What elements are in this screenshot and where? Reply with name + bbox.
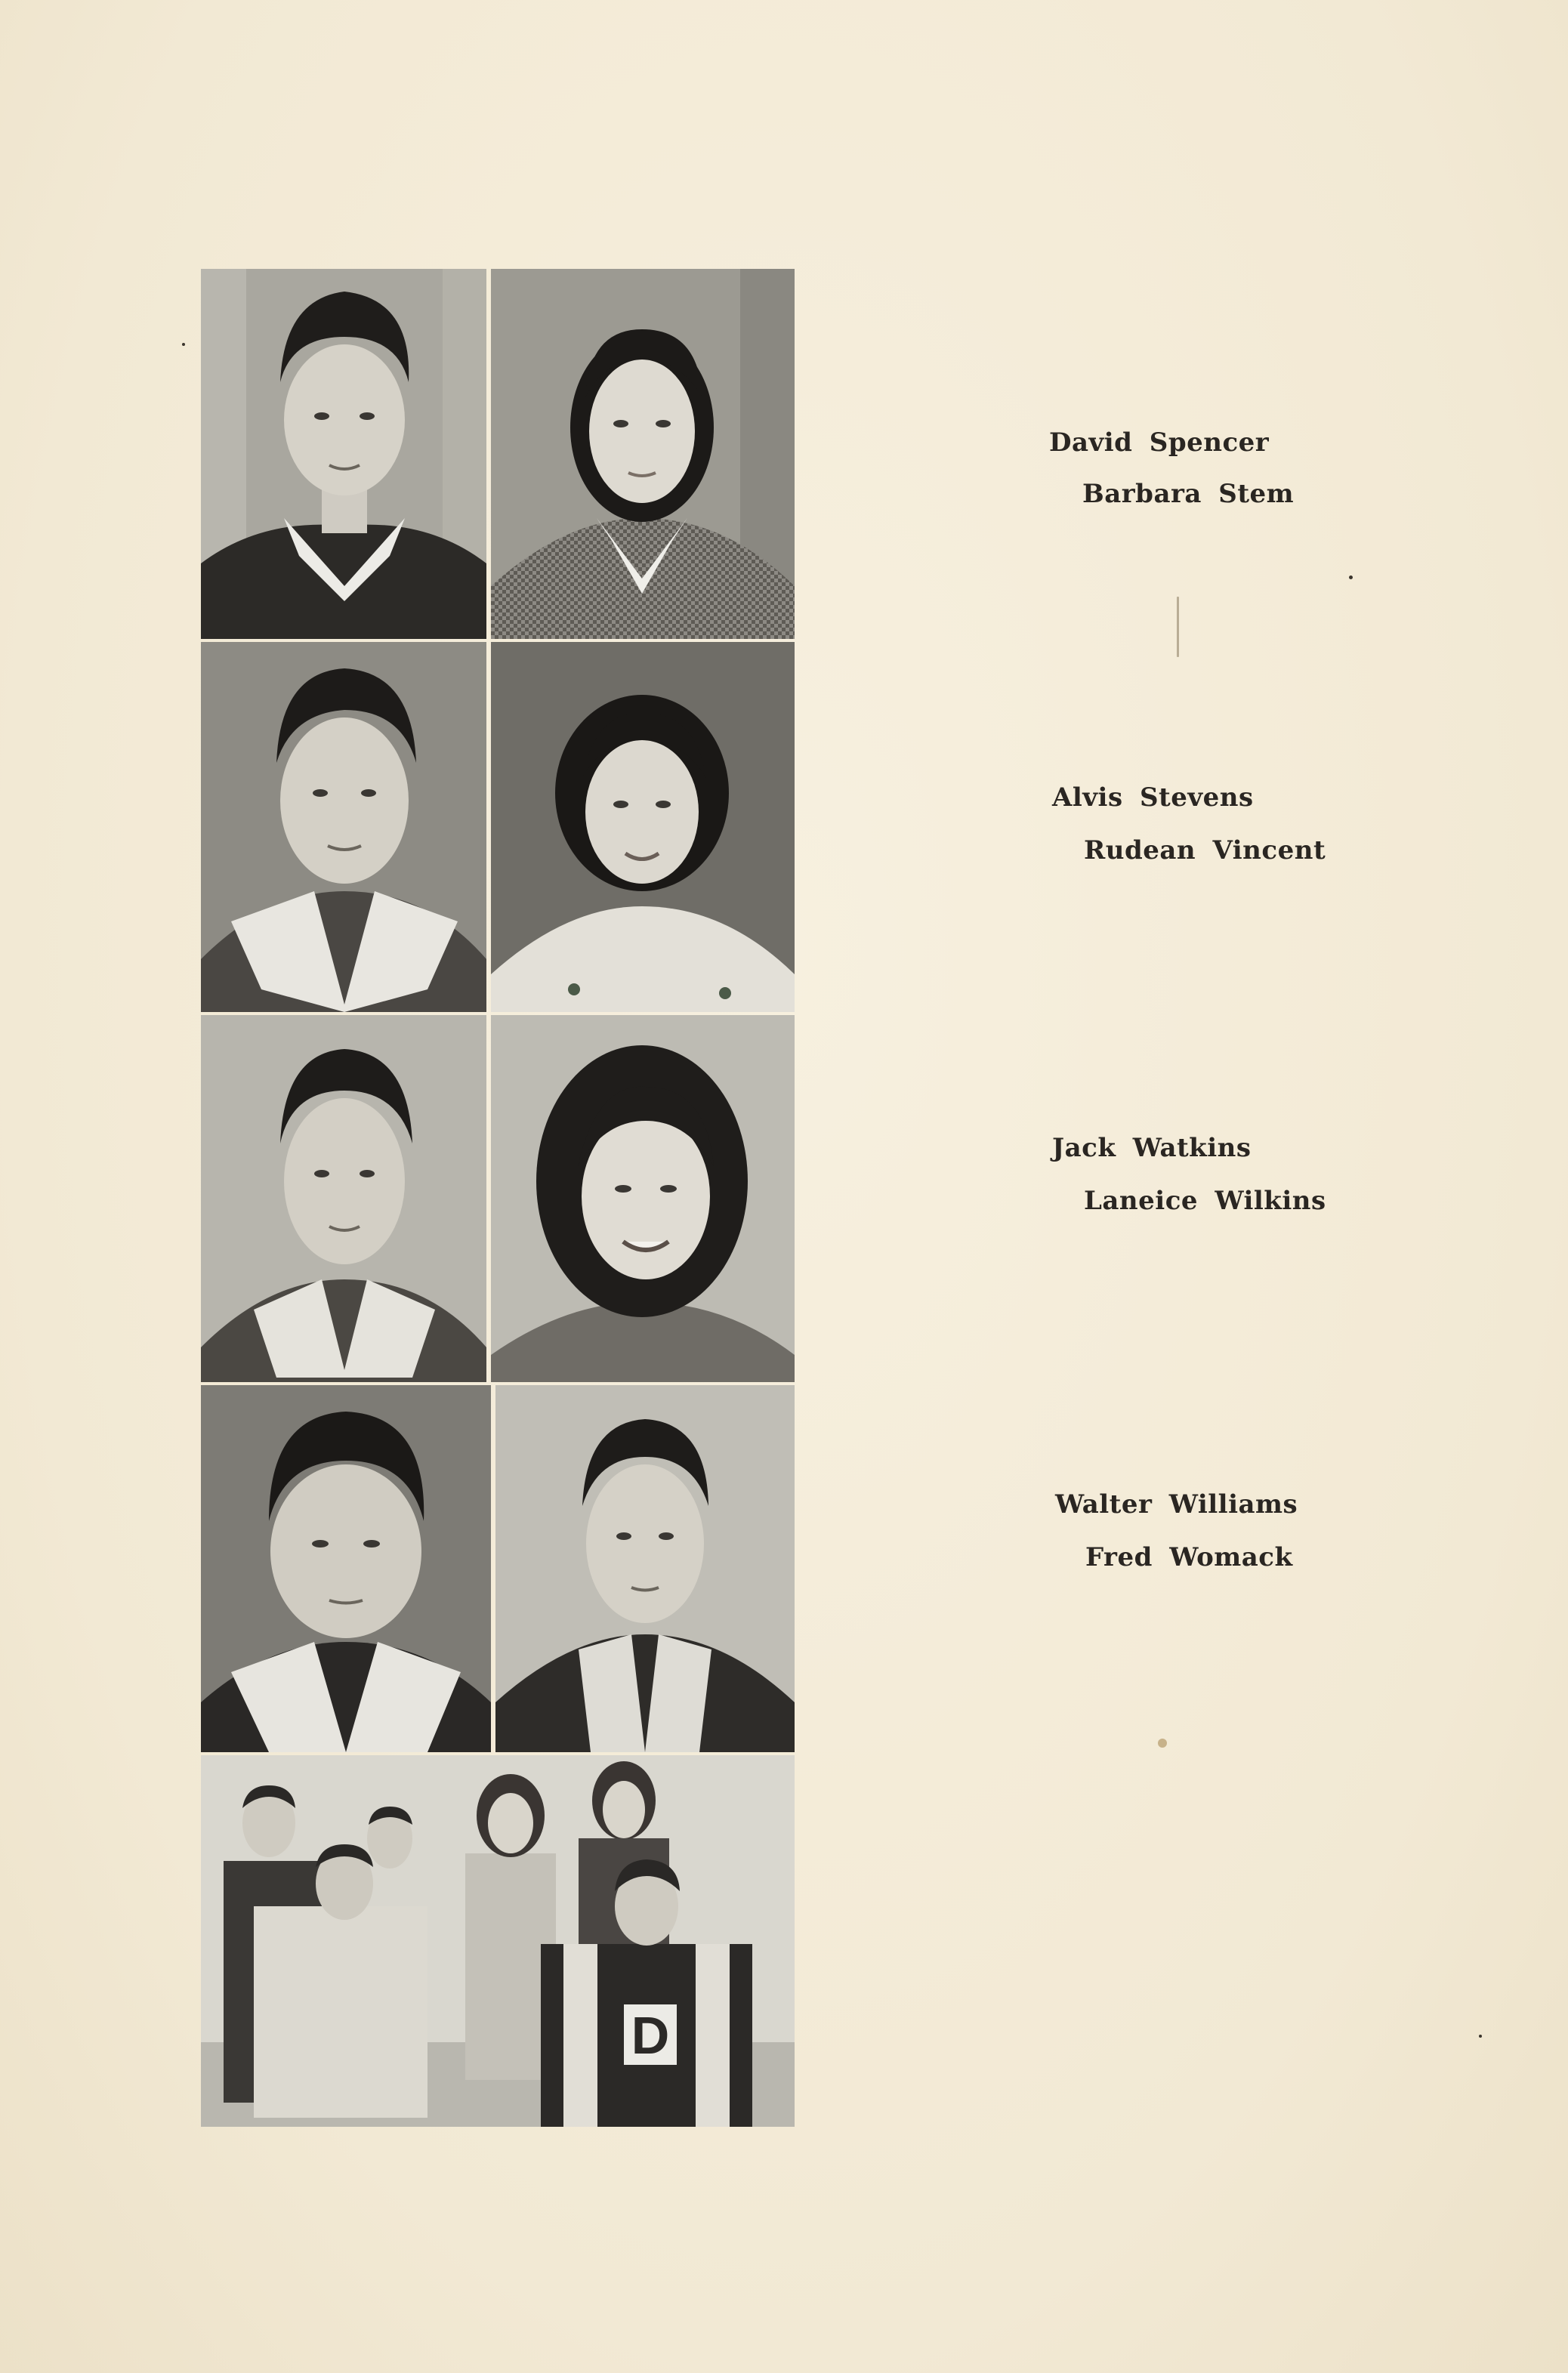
portrait-photo-row2-right <box>491 642 795 1012</box>
caption-name-row1-first: David Spencer <box>1049 427 1270 458</box>
caption-name-row2-second: Rudean Vincent <box>1084 835 1326 866</box>
photo-column <box>201 269 795 2127</box>
paper-speck <box>1177 597 1179 657</box>
caption-name-row1-second: Barbara Stem <box>1082 479 1295 509</box>
portrait-photo-row4-right <box>495 1385 795 1752</box>
portrait-photo-row1-left <box>201 269 486 639</box>
portrait-photo-row2-left <box>201 642 486 1012</box>
portrait-photo-row1-right <box>491 269 795 639</box>
portrait-photo-row4-left <box>201 1385 491 1752</box>
caption-name-row4-first: Walter Williams <box>1055 1489 1298 1520</box>
caption-name-row4-second: Fred Womack <box>1085 1542 1293 1572</box>
group-photo <box>201 1755 795 2127</box>
paper-speck <box>1479 2035 1482 2038</box>
portrait-photo-row3-right <box>491 1015 795 1382</box>
caption-name-row3-second: Laneice Wilkins <box>1084 1186 1326 1216</box>
paper-speck <box>1158 1739 1167 1748</box>
jacket-letter: D <box>631 2006 670 2065</box>
caption-name-row3-first: Jack Watkins <box>1052 1133 1252 1163</box>
portrait-photo-row3-left <box>201 1015 486 1382</box>
caption-name-row2-first: Alvis Stevens <box>1052 782 1254 813</box>
paper-speck <box>182 343 185 346</box>
paper-speck <box>1349 576 1353 579</box>
